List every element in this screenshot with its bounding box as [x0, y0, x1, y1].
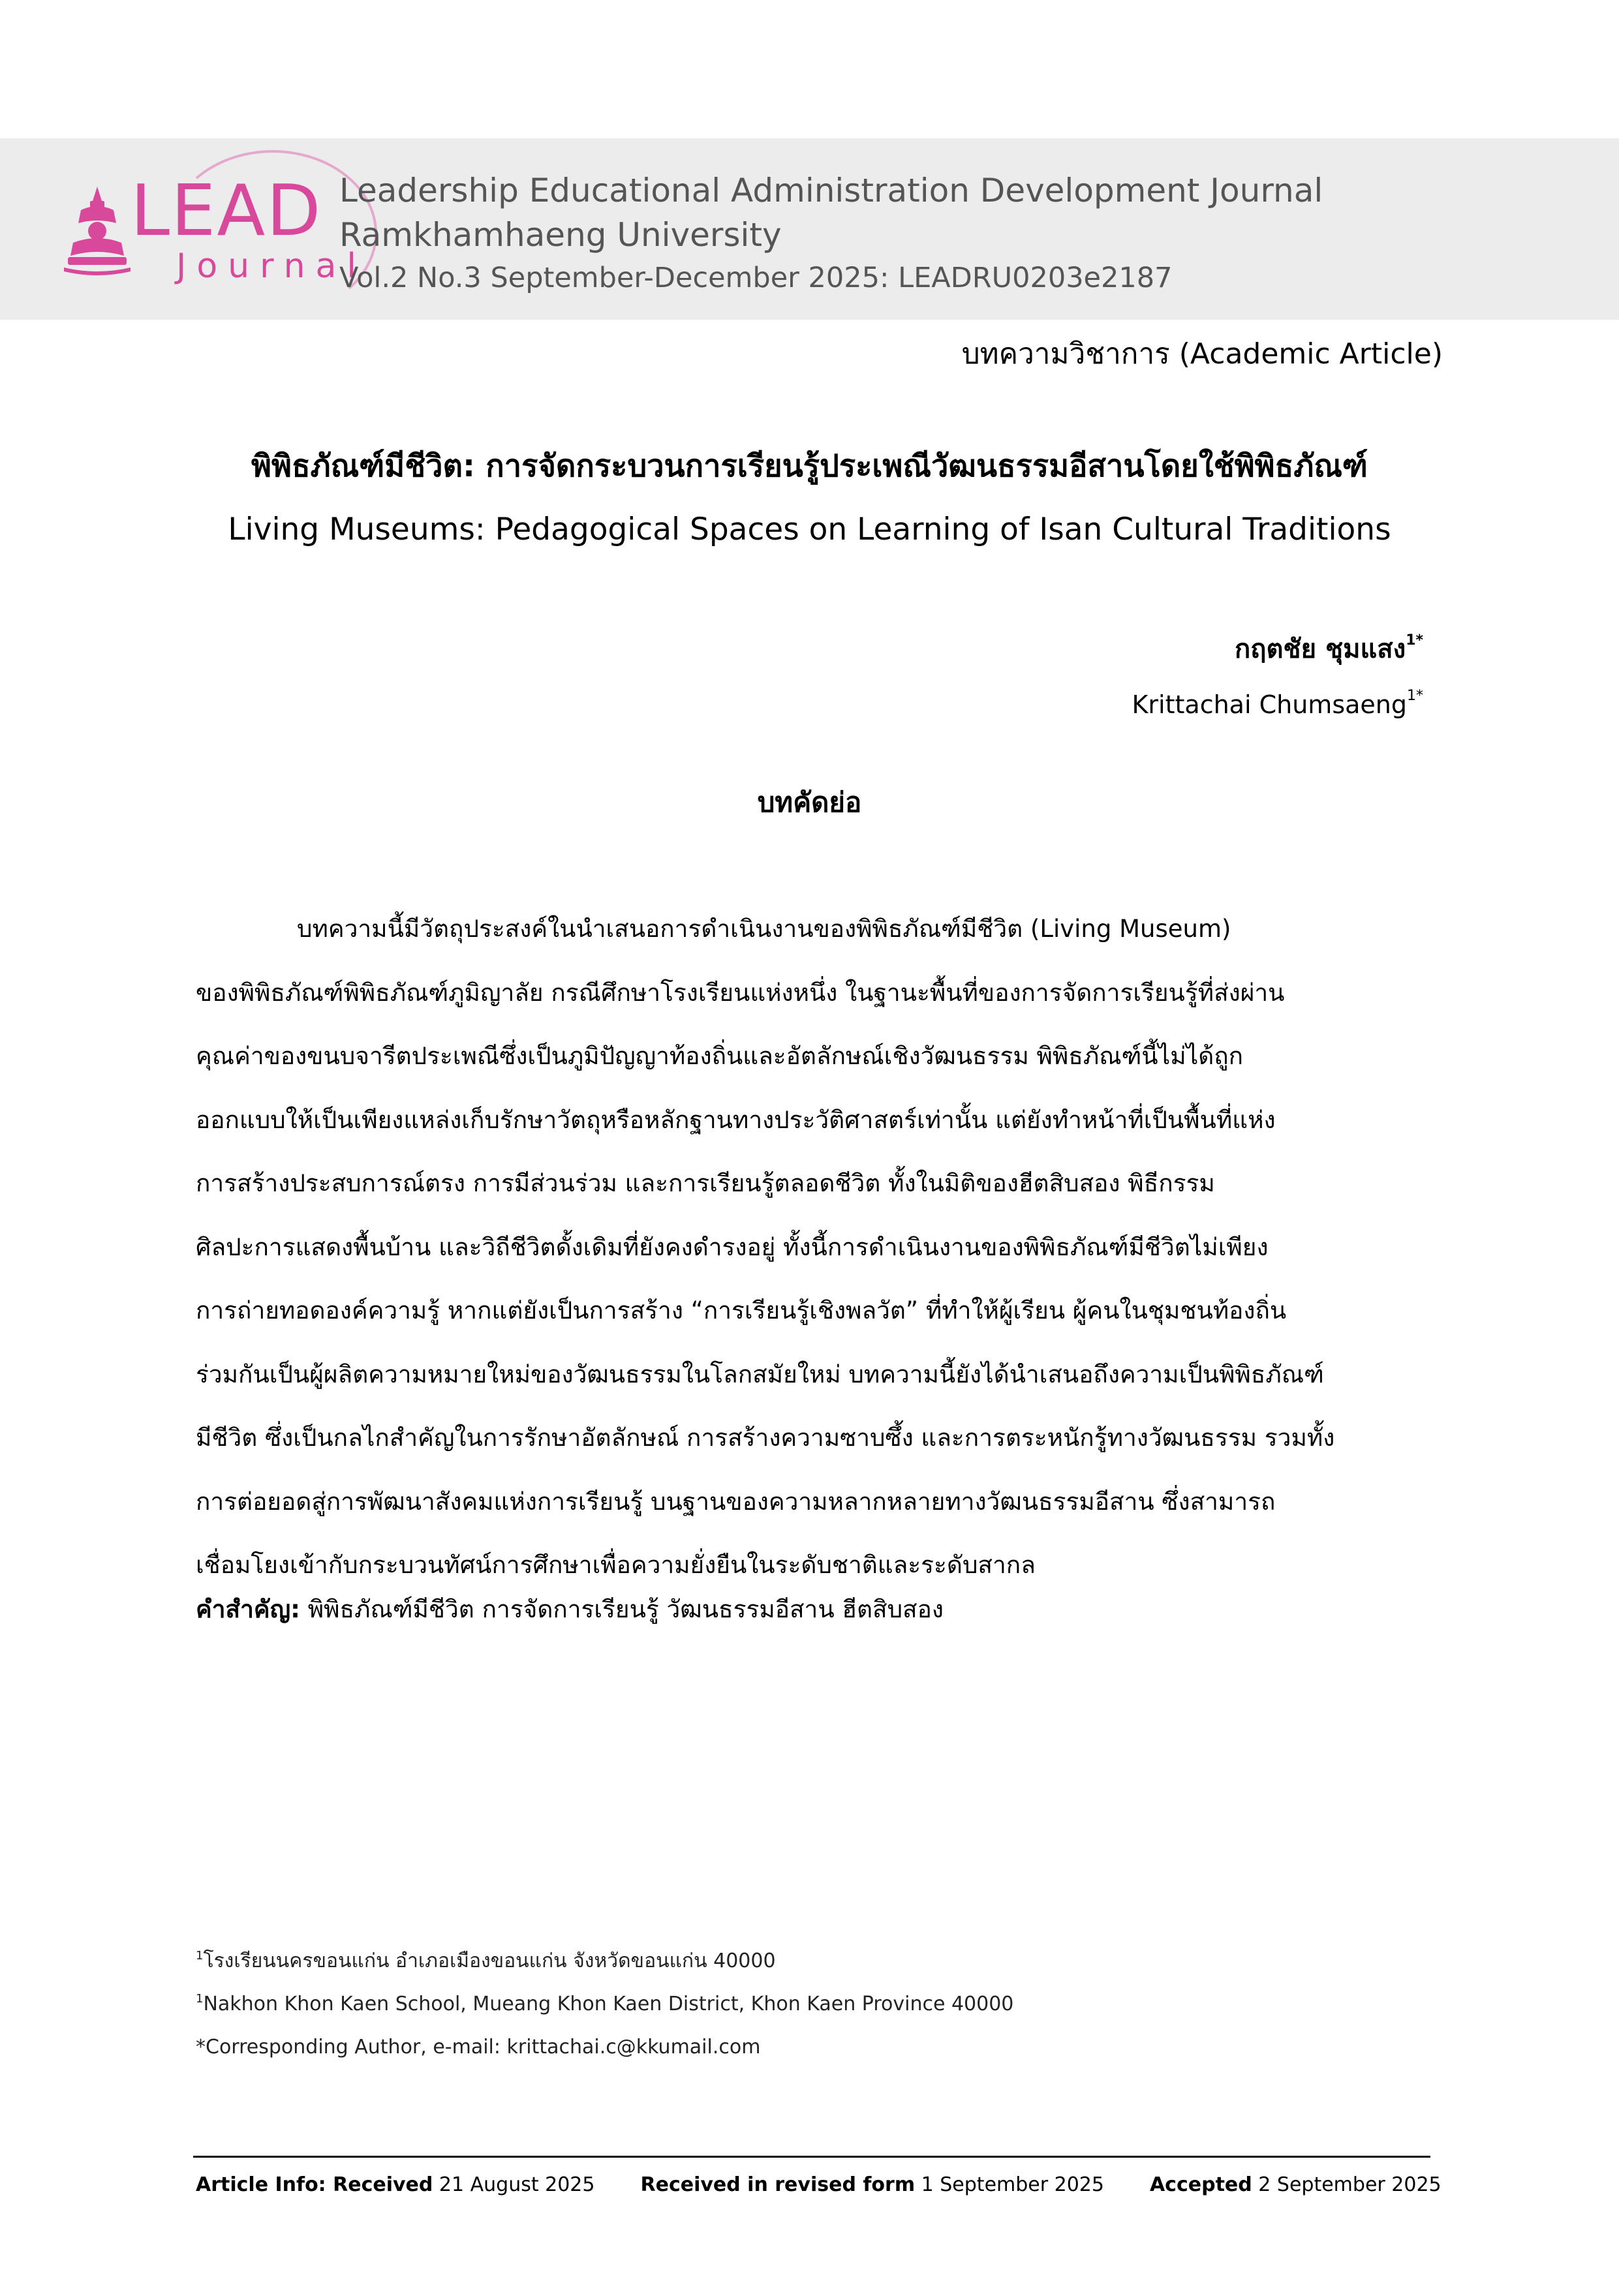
article-info: [196, 2167, 1442, 2203]
revised-label: Received in revised form: [640, 2173, 916, 2196]
footnote-mark: 1: [196, 1949, 204, 1963]
abstract-body: [196, 897, 1429, 1597]
footnote-affiliation-english: $^1$Nakhon Khon Kaen School, Mueang Khon Kaen District, Khon Kaen Province 40000: [196, 1992, 1014, 2015]
keywords-label: คำสำคัญ:: [196, 1595, 300, 1623]
abstract-heading: บทคัดย่อ: [757, 786, 862, 818]
received-date: 21 August 2025: [439, 2173, 595, 2196]
author-english-name: Krittachai Chumsaeng: [1132, 690, 1407, 719]
abstract-line: ของพิพิธภัณฑ์พิพิธภัณฑ์ภูมิญาลัย กรณีศึกษาโรงเรียนแห่งหนึ่ง ในฐานะพื้นที่ของการจัดการเรียนรู้ที่ส่งผ่าน: [196, 978, 1285, 1007]
author-thai: [1235, 630, 1423, 669]
abstract-line: การถ่ายทอดองค์ความรู้ หากแต่ยังเป็นการสร้าง “การเรียนรู้เชิงพลวัต” ที่ทำให้ผู้เรียน ผู้คนในชุมชนท้องถิ่น: [196, 1296, 1287, 1324]
abstract-line: บทความนี้มีวัตถุประสงค์ในนำเสนอการดำเนินงานของพิพิธภัณฑ์มีชีวิต (Living Museum): [297, 915, 1231, 943]
keywords-text: พิพิธภัณฑ์มีชีวิต การจัดการเรียนรู้ วัฒนธรรมอีสาน ฮีตสิบสอง: [307, 1595, 944, 1623]
abstract-line: การสร้างประสบการณ์ตรง การมีส่วนร่วม และการเรียนรู้ตลอดชีวิต ทั้งในมิติของฮีตสิบสอง พิธีกรรม: [196, 1169, 1215, 1197]
accepted-date: 2 September 2025: [1258, 2173, 1442, 2196]
revised-date: 1 September 2025: [921, 2173, 1104, 2196]
title-thai: พิพิธภัณฑ์มีชีวิต: การจัดกระบวนการเรียนรู้ประเพณีวัฒนธรรมอีสานโดยใช้พิพิธภัณฑ์: [251, 448, 1368, 484]
university-emblem-icon: [61, 184, 133, 275]
author-english: [1132, 685, 1423, 724]
journal-logo: [59, 145, 367, 316]
author-mark: 1*: [1407, 688, 1423, 704]
logo-wordmark: LEAD: [131, 170, 322, 252]
footnote-corresponding: *Corresponding Author, e-mail: krittachai.c@kkumail.com: [196, 2036, 761, 2059]
abstract-line: ออกแบบให้เป็นเพียงแหล่งเก็บรักษาวัตถุหรือหลักฐานทางประวัติศาสตร์เท่านั้น แต่ยังทำหน้าที่เป็นพื้นที่แห่ง: [196, 1105, 1276, 1134]
footnotes: [196, 1940, 1013, 2069]
abstract-line: การต่อยอดสู่การพัฒนาสังคมแห่งการเรียนรู้ บนฐานของความหลากหลายทางวัฒนธรรมอีสาน ซึ่งสามารถ: [196, 1487, 1276, 1516]
author-thai-name: กฤตชัย ชุมแสง: [1235, 634, 1406, 664]
abstract-line: เชื่อมโยงเข้ากับกระบวนทัศน์การศึกษาเพื่อความยั่งยืนในระดับชาติและระดับสากล: [196, 1551, 1036, 1579]
author-mark: 1*: [1406, 632, 1423, 649]
abstract-line: ศิลปะการแสดงพื้นบ้าน และวิถีชีวิตดั้งเดิมที่ยังคงดำรงอยู่ ทั้งนี้การดำเนินงานของพิพิธภัณฑ์มีชีวิตไม่เพียง: [196, 1232, 1269, 1261]
keywords: [196, 1590, 944, 1629]
title-english: Living Museums: Pedagogical Spaces on Learning of Isan Cultural Traditions: [228, 512, 1391, 547]
footnote-affiliation-thai: $^1$โรงเรียนนครขอนแก่น อำเภอเมืองขอนแก่น จังหวัดขอนแก่น 40000: [196, 1949, 776, 1972]
article-type: บทความวิชาการ (Academic Article): [961, 337, 1443, 371]
journal-info: [339, 168, 1323, 299]
footer-rule: [193, 2156, 1430, 2158]
journal-name-line2: Ramkhamhaeng University: [339, 216, 782, 254]
journal-name-line1: Leadership Educational Administration Development Journal: [339, 172, 1323, 209]
abstract-line: มีชีวิต ซึ่งเป็นกลไกสำคัญในการรักษาอัตลักษณ์ การสร้างความซาบซึ้ง และการตระหนักรู้ทางวัฒนธรรม รวมทั้ง: [196, 1424, 1335, 1452]
journal-issue: Vol.2 No.3 September-December 2025: LEADRU0203e2187: [339, 262, 1173, 294]
footnote-mark: 1: [196, 1992, 204, 2006]
article-info-label: Article Info: Received: [196, 2173, 433, 2196]
abstract-line: คุณค่าของขนบจารีตประเพณีซึ่งเป็นภูมิปัญญาท้องถิ่นและอัตลักษณ์เชิงวัฒนธรรม พิพิธภัณฑ์นี้ไม่ได้ถูก: [196, 1042, 1244, 1070]
accepted-label: Accepted: [1149, 2173, 1252, 2196]
logo-subtitle: Journal: [176, 247, 367, 286]
abstract-line: ร่วมกันเป็นผู้ผลิตความหมายใหม่ของวัฒนธรรมในโลกสมัยใหม่ บทความนี้ยังได้นำเสนอถึงความเป็นพิพิธภัณฑ์: [196, 1360, 1324, 1388]
